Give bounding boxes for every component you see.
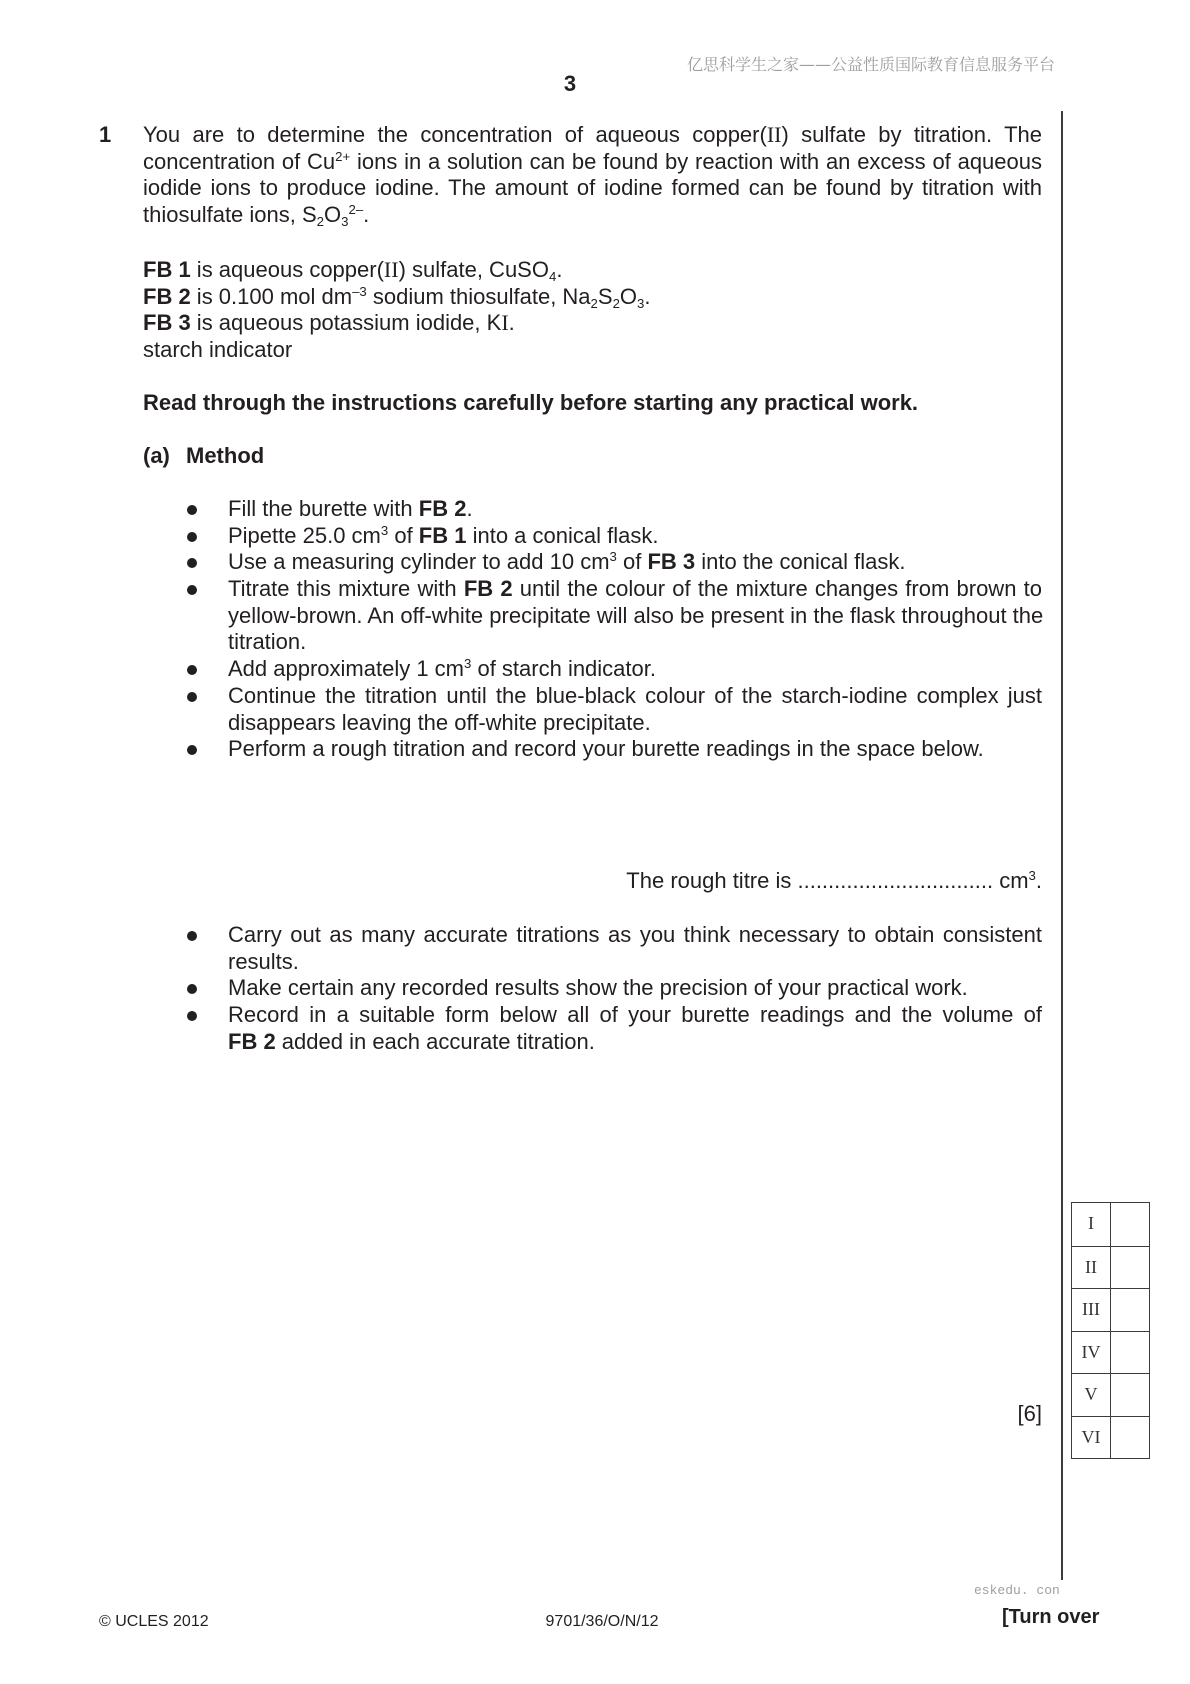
bullet-icon [187,931,197,941]
intro-line [143,149,1042,176]
step-line [228,629,1042,656]
material-text: . [556,257,563,282]
step-text: Perform a rough titration and record your burette readings in the space below. [228,736,984,762]
turn-over: [Turn over [1002,1606,1100,1628]
superscript: –3 [352,283,367,299]
bullet-icon [187,745,197,755]
reagent-label: FB 2 [228,1028,276,1054]
step-text: of [616,549,648,575]
step-text: Continue the titration until the blue-black colour of the starch-iodine complex just [228,682,1042,708]
footer-watermark: eskedu. con [974,1583,1060,1598]
step-line [228,975,1042,1002]
method-step [186,683,1042,736]
reagent-label: FB 2 [418,496,467,521]
material-label: FB 3 [143,310,191,336]
intro-line [143,202,1042,229]
step-text: of starch indicator. [471,656,656,682]
material-fb2 [143,284,1042,311]
intro-text: . [363,202,370,228]
step-text: . [466,496,473,521]
intro-line [143,175,1042,202]
subscript: 2 [612,295,620,311]
method-step [186,496,1042,523]
material-text: S [597,283,613,309]
bullet-icon [187,984,197,994]
intro-text: ions in a solution can be found by reaction with an excess of aqueous [350,148,1042,174]
step-line [228,1002,1042,1029]
step-line [228,736,1042,763]
method-step [186,523,1042,550]
step-text: Titrate this mixture with [228,576,464,602]
mark-cell [1111,1247,1149,1289]
instruction: Read through the instructions carefully before starting any practical work. [143,390,919,415]
intro-text: iodide ions to produce iodine. The amount of iodine formed can be found by titration with [143,175,1042,201]
accurate-steps [186,922,1042,1055]
intro-text: You are to determine the concentration of aqueous copper( [143,122,767,147]
material-indicator [143,337,1042,364]
material-text: is 0.100 mol dm [190,283,353,309]
step-text: yellow-brown. An off-white precipitate will also be present in the flask throughout the [228,602,1044,628]
superscript: 3 [609,549,617,565]
step-line [228,949,1042,976]
mark-row-label: VI [1072,1417,1111,1459]
mark-row-label: II [1072,1247,1111,1289]
materials-list [143,257,1042,364]
step-text: Make certain any recorded results show the precision of your practical work. [228,975,968,1001]
material-label: FB 1 [143,257,191,282]
material-fb1 [143,257,1042,284]
step-line [228,549,1042,576]
part-label: (a) [143,443,170,468]
method-steps [186,496,1042,763]
intro-text: thiosulfate ions, S [143,202,317,228]
accurate-step [186,975,1042,1002]
step-text: disappears leaving the off-white precipitate. [228,709,651,735]
bullet-icon [187,692,197,702]
intro-text: concentration of Cu [143,148,336,174]
charge-superscript: 2+ [335,148,351,164]
step-text: into the conical flask. [695,549,906,575]
accurate-step [186,1002,1042,1055]
step-text: Use a measuring cylinder to add 10 cm [228,549,610,575]
material-text: is aqueous potassium iodide, K [190,310,502,336]
mark-row-label: III [1072,1289,1111,1331]
step-text: Add approximately 1 cm [228,656,464,682]
mark-cell [1111,1332,1149,1374]
subscript: 4 [548,268,557,284]
step-text: titration. [228,629,307,655]
mark-grid [1071,1202,1150,1459]
reagent-label: FB 3 [647,549,696,575]
mark-cell [1111,1289,1149,1331]
step-text: Fill the burette with [228,496,419,521]
mark-cell [1111,1417,1149,1459]
material-text: . [508,310,515,336]
subscript: 3 [637,295,645,311]
iodine-symbol: I [501,310,509,336]
paper-code: 9701/36/O/N/12 [545,1613,659,1630]
bullet-icon [187,665,197,675]
step-line [228,922,1042,949]
method-step [186,576,1042,656]
mark-row [1072,1288,1149,1331]
subscript: 2 [590,295,598,311]
mark-cell [1111,1374,1149,1416]
roman-numeral: II [383,257,399,282]
step-text: until the colour of the mixture changes from brown to [512,576,1042,602]
subscript: 3 [341,214,349,230]
question-number: 1 [99,122,112,147]
reagent-label: FB 2 [463,576,513,602]
step-text: Carry out as many accurate titrations as you think necessary to obtain consistent [228,922,1042,947]
charge-superscript: 2– [348,202,364,218]
mark-row [1072,1331,1149,1374]
step-line [228,523,1042,550]
material-text: sodium thiosulfate, Na [366,283,591,309]
copyright: © UCLES 2012 [99,1613,209,1630]
bullet-icon [187,532,197,542]
material-text: starch indicator [143,337,293,363]
intro-text: O [324,202,342,228]
page-number: 3 [563,71,577,96]
marks-total: [6] [1017,1401,1042,1426]
mark-row [1072,1203,1149,1246]
reagent-label: FB 1 [418,522,467,548]
rough-titre-line [143,868,1042,895]
material-fb3 [143,310,1042,337]
step-line [228,683,1042,710]
step-text: Record in a suitable form below all of your burette readings and the volume of [228,1002,1042,1028]
superscript: 3 [380,522,389,538]
step-text: of [388,522,419,548]
method-step [186,736,1042,763]
step-text: into a conical flask. [466,522,659,548]
bullet-icon [187,585,197,595]
roman-numeral: II [766,122,782,147]
material-text: . [644,283,651,309]
step-line [228,710,1042,737]
part-title: Method [186,443,265,468]
method-step [186,656,1042,683]
mark-row [1072,1246,1149,1289]
material-text: ) sulfate, CuSO [398,257,549,282]
rough-titre-text: . [1035,868,1042,893]
mark-row [1072,1416,1149,1459]
bullet-icon [187,505,197,515]
material-text: O [619,283,638,309]
step-line [228,656,1042,683]
step-text: Pipette 25.0 cm [228,522,381,548]
step-line [228,603,1042,630]
subscript: 2 [316,214,325,230]
rough-titre-text: The rough titre is ................................ cm [626,868,1029,893]
material-text: is aqueous copper( [190,257,384,282]
intro-line [143,122,1042,149]
step-line [228,496,1042,523]
header-watermark: 亿思科学生之家——公益性质国际教育信息服务平台 [686,55,1055,74]
bullet-icon [187,558,197,568]
superscript: 3 [464,656,472,672]
material-label: FB 2 [143,283,191,309]
method-step [186,549,1042,576]
step-text: results. [228,948,299,974]
mark-row-label: I [1072,1203,1111,1246]
intro-text: ) sulfate by titration. The [781,122,1042,147]
question-intro [143,122,1042,229]
mark-row-label: V [1072,1374,1111,1416]
step-line [228,1029,1042,1056]
superscript: 3 [1028,868,1036,884]
mark-row [1072,1373,1149,1416]
mark-row-label: IV [1072,1332,1111,1374]
margin-rule [1061,111,1063,1580]
step-line [228,576,1042,603]
mark-cell [1111,1203,1149,1246]
bullet-icon [187,1011,197,1021]
accurate-step [186,922,1042,975]
step-text: added in each accurate titration. [275,1028,595,1054]
